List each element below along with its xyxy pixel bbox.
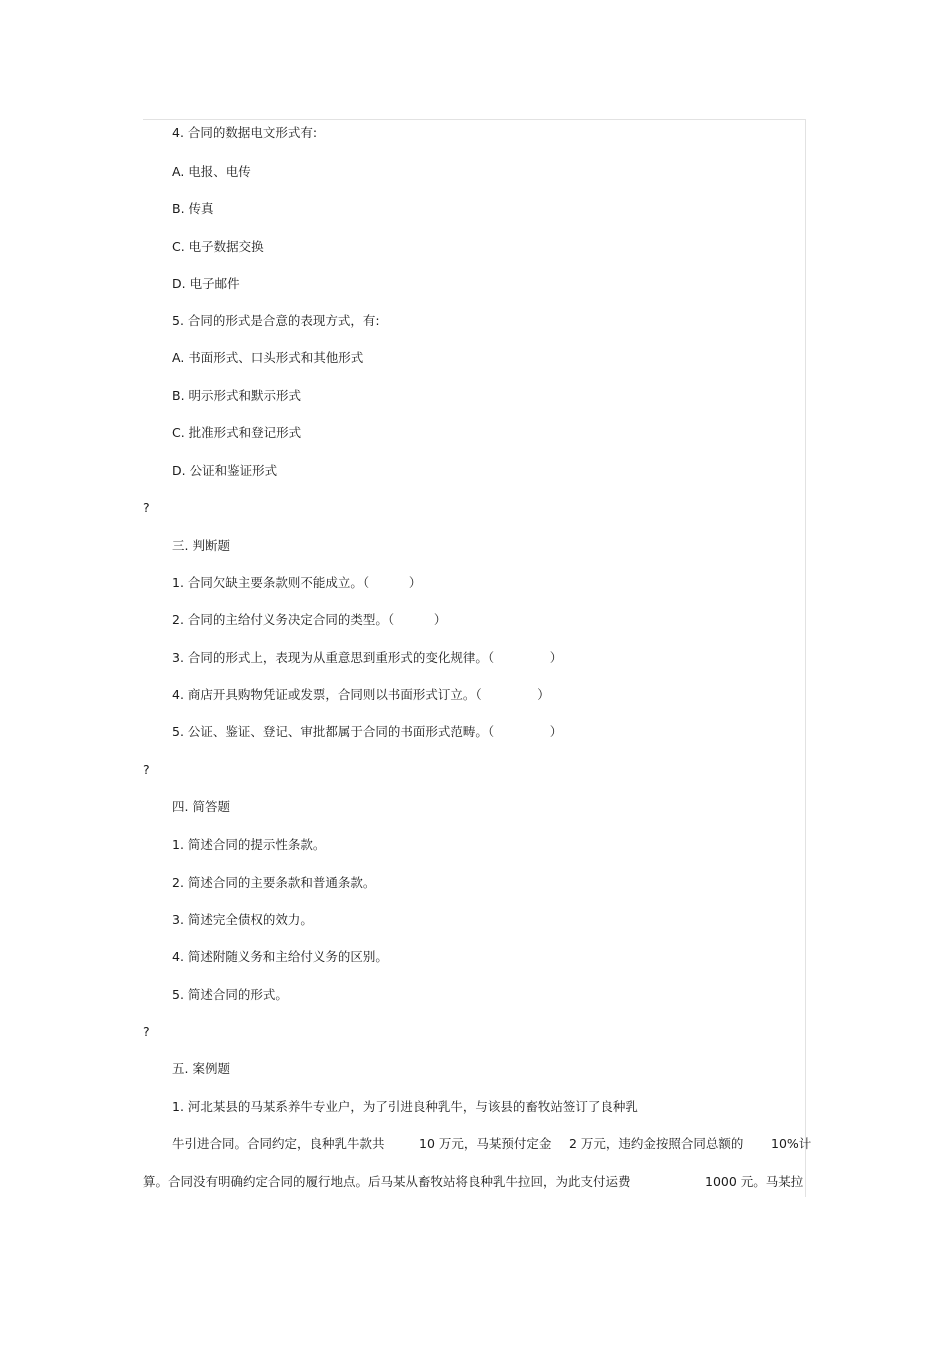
- true-false-item-4: 4. 商店开具购物凭证或发票，合同则以书面形式订立。（ ）: [172, 687, 550, 702]
- question-5-option-d: D. 公证和鉴证形式: [172, 463, 278, 478]
- case-line-2-part-b: 10 万元，马某预付定金: [419, 1136, 552, 1151]
- case-line-2-part-d: 10%计: [771, 1136, 812, 1151]
- short-answer-item-5: 5. 简述合同的形式。: [172, 987, 288, 1002]
- true-false-item-1: 1. 合同欠缺主要条款则不能成立。（ ）: [172, 575, 422, 590]
- case-line-2-part-c: 2 万元，违约金按照合同总额的: [569, 1136, 744, 1151]
- section-four-title: 四. 简答题: [172, 799, 230, 814]
- question-4-stem: 4. 合同的数据电文形式有:: [172, 125, 318, 140]
- question-4-option-d: D. 电子邮件: [172, 276, 240, 291]
- case-line-3-part-b: 1000 元。马某拉: [705, 1174, 804, 1189]
- question-5-stem: 5. 合同的形式是合意的表现方式，有:: [172, 313, 380, 328]
- question-4-option-a: A. 电报、电传: [172, 164, 251, 179]
- question-4-option-b: B. 传真: [172, 201, 214, 216]
- question-5-option-a: A. 书面形式、口头形式和其他形式: [172, 350, 364, 365]
- question-5-option-b: B. 明示形式和默示形式: [172, 388, 302, 403]
- short-answer-item-2: 2. 简述合同的主要条款和普通条款。: [172, 875, 376, 890]
- true-false-item-5: 5. 公证、鉴证、登记、审批都属于合同的书面形式范畴。（ ）: [172, 724, 563, 739]
- question-4-option-c: C. 电子数据交换: [172, 239, 264, 254]
- case-line-2-part-a: 牛引进合同。合同约定，良种乳牛款共: [172, 1136, 385, 1151]
- short-answer-item-3: 3. 简述完全债权的效力。: [172, 912, 313, 927]
- case-line-3-part-a: 算。合同没有明确约定合同的履行地点。后马某从畜牧站将良种乳牛拉回，为此支付运费: [143, 1174, 631, 1189]
- separator-mark: ?: [143, 500, 150, 515]
- case-text-line-1: 1. 河北某县的马某系养牛专业户，为了引进良种乳牛，与该县的畜牧站签订了良种乳: [172, 1099, 638, 1114]
- true-false-item-2: 2. 合同的主给付义务决定合同的类型。（ ）: [172, 612, 447, 627]
- separator-mark: ?: [143, 1024, 150, 1039]
- question-5-option-c: C. 批准形式和登记形式: [172, 425, 302, 440]
- true-false-item-3: 3. 合同的形式上，表现为从重意思到重形式的变化规律。（ ）: [172, 650, 563, 665]
- section-five-title: 五. 案例题: [172, 1061, 230, 1076]
- short-answer-item-4: 4. 简述附随义务和主给付义务的区别。: [172, 949, 388, 964]
- short-answer-item-1: 1. 简述合同的提示性条款。: [172, 837, 326, 852]
- section-three-title: 三. 判断题: [172, 538, 230, 553]
- separator-mark: ?: [143, 762, 150, 777]
